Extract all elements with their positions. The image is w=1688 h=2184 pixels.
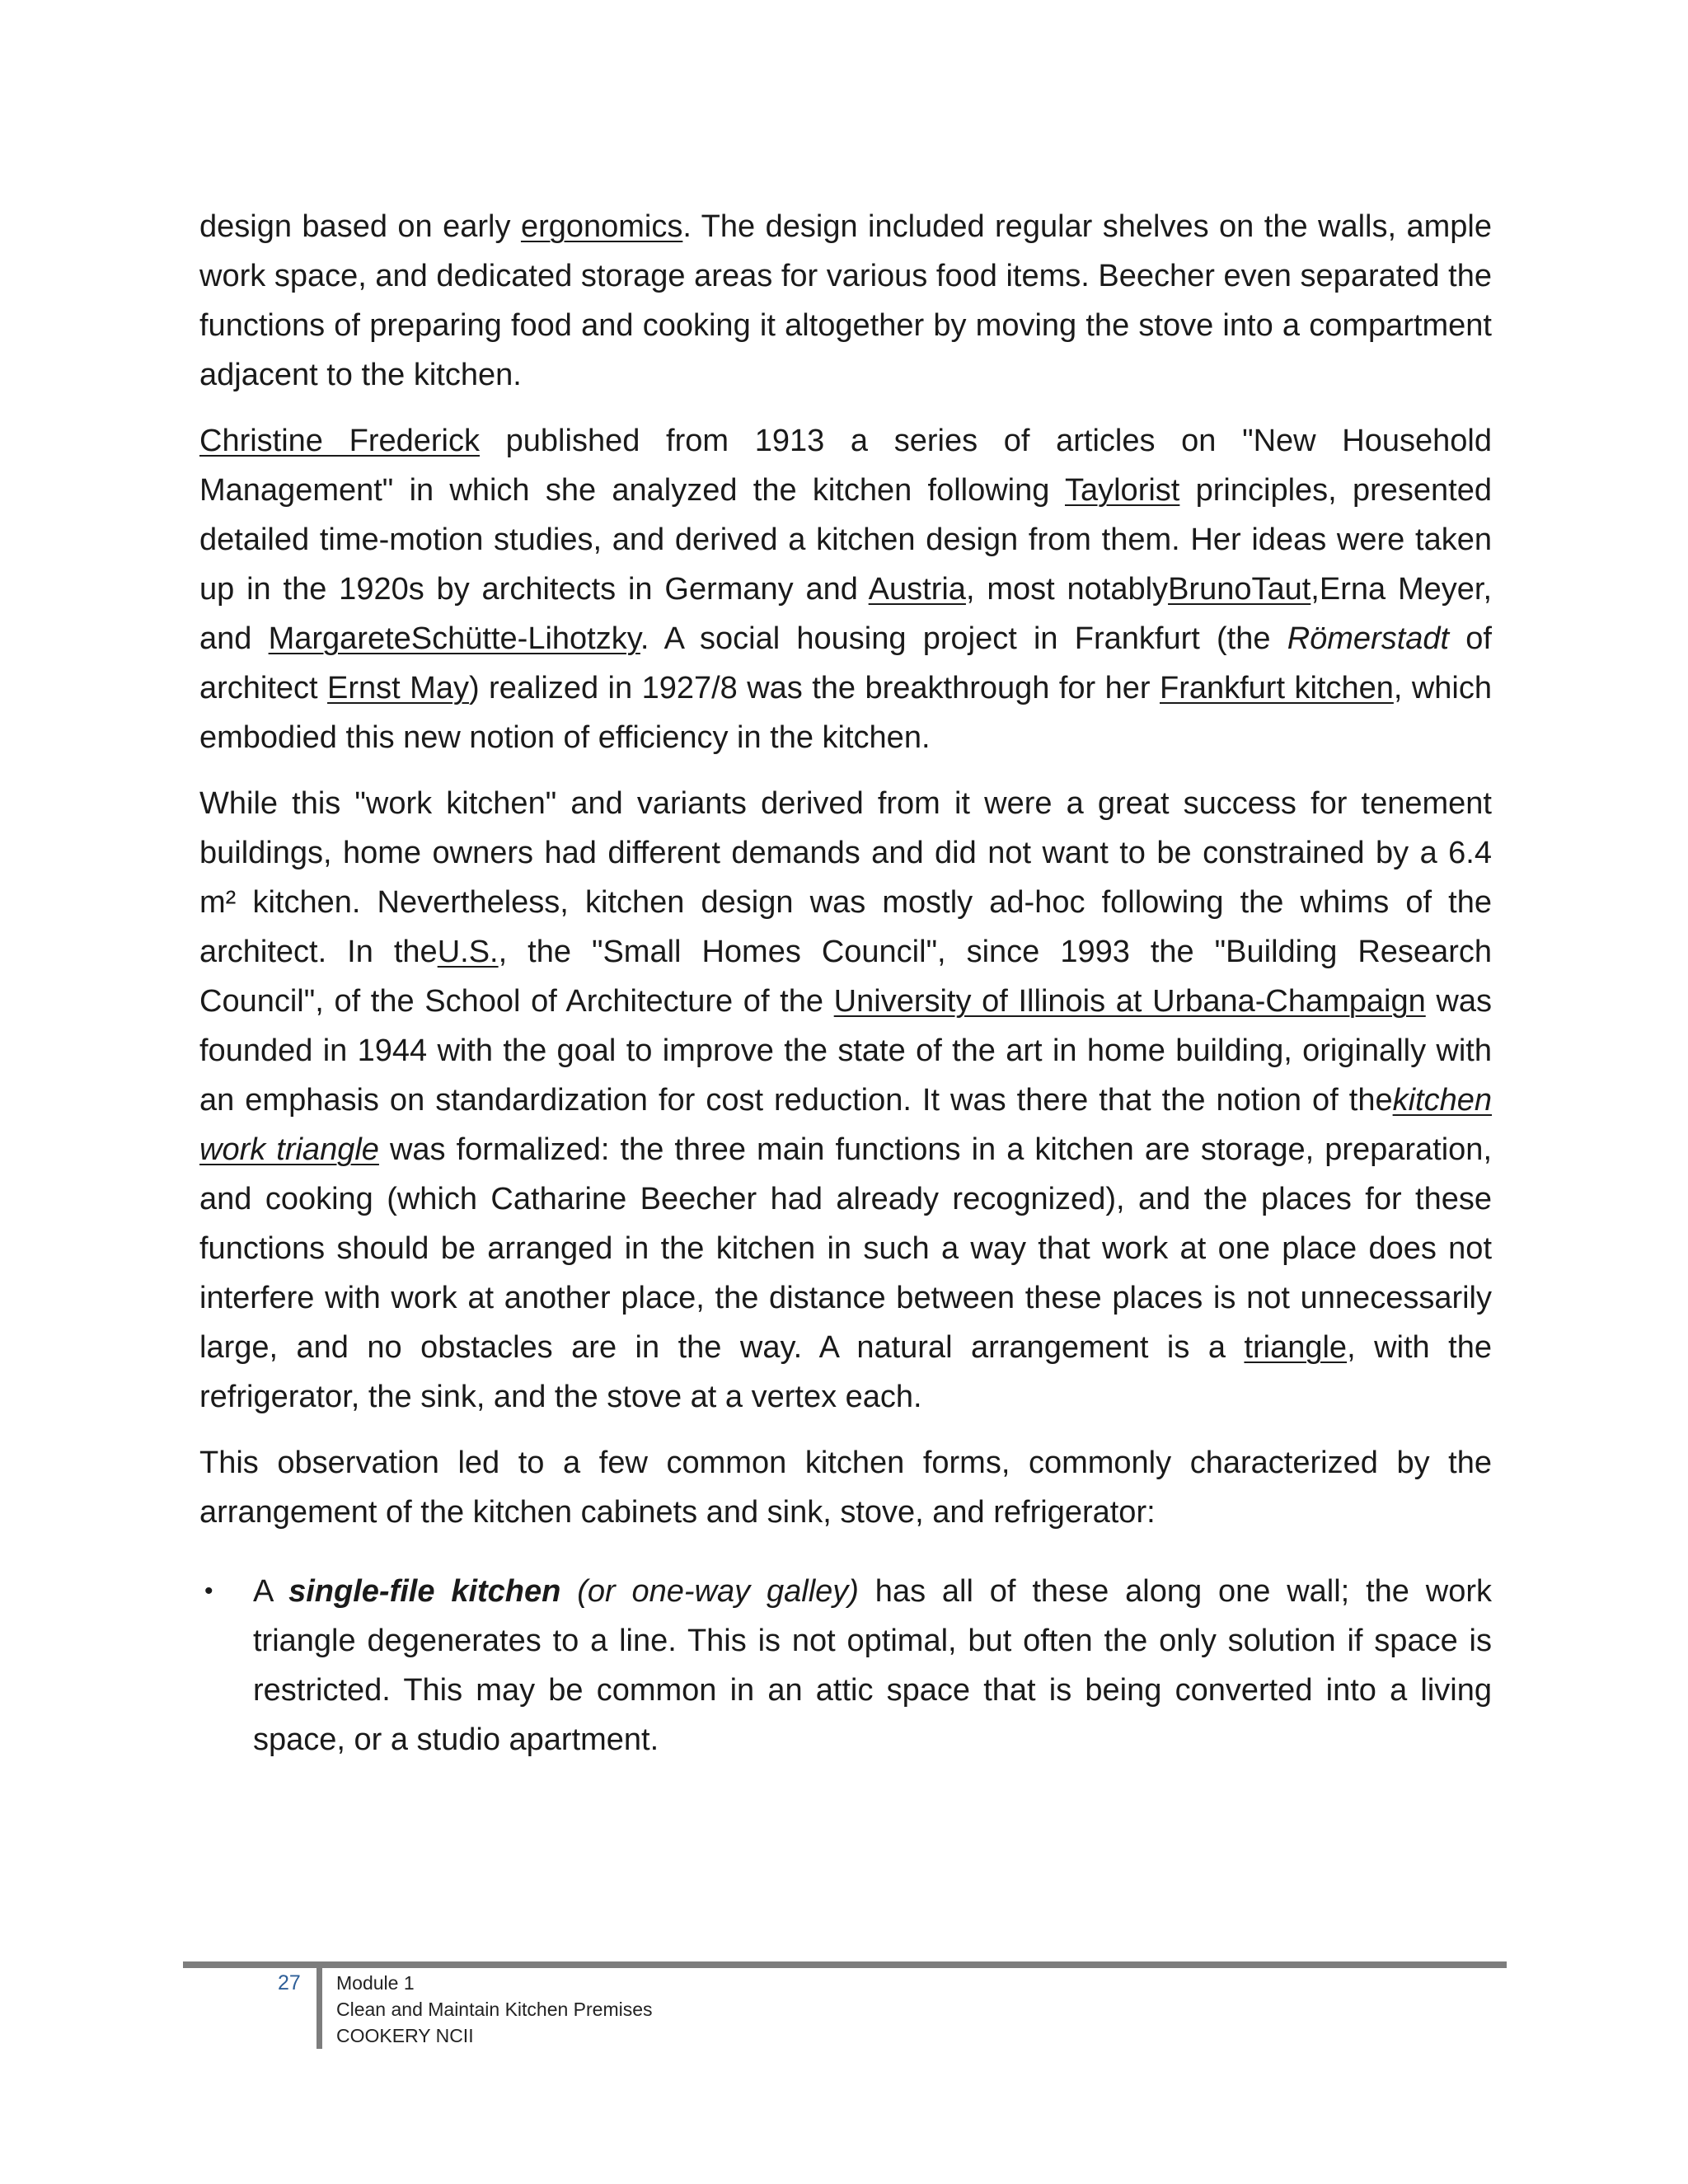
- text: published from 1913 a series of articles on "New Household Management" in which she analyzed the kitchen following: [199, 424, 1492, 508]
- kitchen-forms-list: [199, 1567, 1492, 1765]
- link-margarete-schutte-lihotzky[interactable]: MargareteSchütte-Lihotzky: [268, 621, 640, 656]
- list-item: [199, 1567, 1492, 1765]
- text: . The design included regular shelves on the walls, ample work space, and dedicated storage areas for various food items. Beecher even separated the functions of preparing food and cooking it altogether by moving the stove into a compartment adjacent to the kitchen.: [199, 209, 1493, 392]
- text: , which embodied this new notion of efficiency in the kitchen.: [199, 671, 1492, 755]
- text: was formalized: the three main functions in a kitchen are storage, preparation, and cooking (which Catharine Beecher had already recognized), and the places for these functions should be arranged in the kitchen in such a way that work at one place does not interfere with work at another place, the distance between these places is not unnecessarily large, and no obstacles are in the way. A natural arrangement is a: [199, 1132, 1492, 1365]
- link-ernst-may[interactable]: Ernst May: [327, 671, 469, 705]
- text: was founded in 1944 with the goal to improve the state of the art in home building, originally with an emphasis on standardization for cost reduction. It was there that the notion of the: [199, 984, 1492, 1118]
- link-us[interactable]: U.S.: [437, 935, 499, 969]
- term-aside: (or one-way galley): [560, 1574, 859, 1609]
- paragraph-kitchen-forms: [199, 1438, 1492, 1537]
- text: principles, presented detailed time-motion studies, and derived a kitchen design from them. Her ideas were taken up in the 1920s by architects in Germany and: [199, 473, 1492, 607]
- link-austria[interactable]: Austria: [868, 572, 966, 607]
- document-body: [199, 202, 1492, 1765]
- link-ergonomics[interactable]: ergonomics: [520, 209, 683, 244]
- text: This observation led to a few common kitchen forms, commonly characterized by the arrangement of the kitchen cabinets and sink, stove, and refrigerator:: [199, 1446, 1492, 1530]
- link-triangle[interactable]: triangle: [1244, 1330, 1348, 1365]
- term-single-file-kitchen: single-file kitchen: [288, 1574, 561, 1609]
- text: , most notably: [965, 572, 1169, 607]
- text: , with the refrigerator, the sink, and the stove at a vertex each.: [199, 1330, 1492, 1414]
- footer-course: COOKERY NCII: [336, 2025, 474, 2046]
- link-university-of-illinois[interactable]: University of Illinois at Urbana-Champaign: [833, 984, 1426, 1019]
- text: . A social housing project in Frankfurt (the: [640, 621, 1287, 656]
- footer-rule: [183, 1961, 1507, 1968]
- text: A: [253, 1574, 289, 1609]
- text: has all of these along one wall; the work triangle degenerates to a line. This is not optimal, but often the only solution if space is restricted. This may be common in an attic space that is being converted into a living space, or a studio apartment.: [253, 1574, 1493, 1757]
- footer-meta: [336, 1970, 653, 2049]
- text: ) realized in 1927/8 was the breakthrough for her: [468, 671, 1160, 705]
- italic-romerstadt: Römerstadt: [1287, 621, 1450, 656]
- link-taylorist[interactable]: Taylorist: [1064, 473, 1180, 508]
- footer-title: Clean and Maintain Kitchen Premises: [336, 1999, 653, 2020]
- paragraph-beecher-design: [199, 202, 1492, 400]
- link-christine-frederick[interactable]: Christine Frederick: [199, 424, 480, 458]
- bullet-marker: •: [204, 1577, 213, 1605]
- link-bruno-taut[interactable]: BrunoTaut: [1168, 572, 1311, 607]
- link-kitchen-work-triangle[interactable]: kitchen work triangle: [199, 1083, 1492, 1167]
- text: While this "work kitchen" and variants derived from it were a great success for tenement buildings, home owners had different demands and did not want to be constrained by a 6.4 m² kitchen. Nevertheless, kitchen design was mostly ad-hoc following the whims of the architect. In the: [199, 786, 1492, 969]
- footer-module: Module 1: [336, 1972, 415, 1994]
- link-frankfurt-kitchen[interactable]: Frankfurt kitchen: [1159, 671, 1394, 705]
- text: of architect: [199, 621, 1492, 705]
- paragraph-work-kitchen: [199, 779, 1492, 1422]
- footer-divider: [316, 1968, 322, 2049]
- page-number: 27: [278, 1971, 301, 1994]
- paragraph-christine-frederick: [199, 416, 1492, 762]
- text: , the "Small Homes Council", since 1993 the "Building Research Council", of the School of Architecture of the: [199, 935, 1492, 1019]
- text: design based on early: [199, 209, 521, 244]
- text: ,Erna Meyer, and: [199, 572, 1492, 656]
